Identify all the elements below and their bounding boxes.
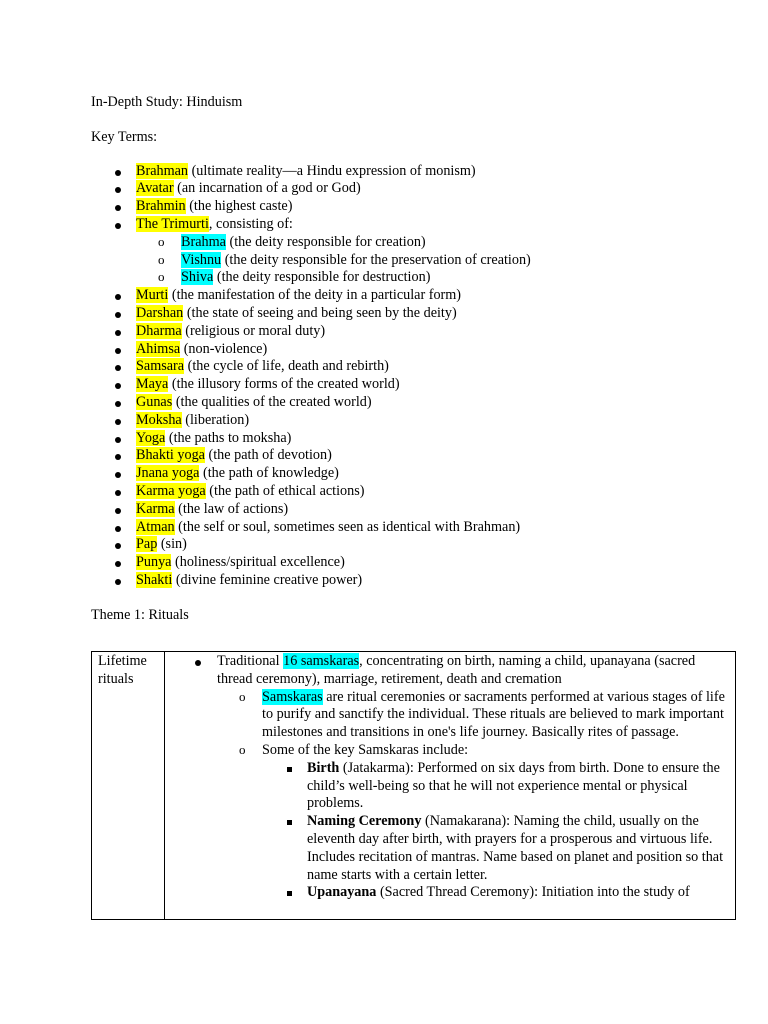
square-bullet-icon xyxy=(287,891,292,896)
term-description: (the law of actions) xyxy=(174,500,289,517)
samskara-text: (Sacred Thread Ceremony): Initiation into the study of xyxy=(376,884,690,901)
list-item xyxy=(91,554,736,572)
bullet-icon xyxy=(115,330,121,336)
samskara-name: Naming Ceremony xyxy=(307,813,422,830)
term-name: Shiva xyxy=(181,269,214,286)
list-item xyxy=(91,394,736,412)
bullet-icon xyxy=(115,508,121,514)
key-samskaras-intro: Some of the key Samskaras include: xyxy=(262,741,469,758)
key-samskaras-list xyxy=(262,760,729,902)
term-name: Brahma xyxy=(181,233,226,250)
term-description: (non-violence) xyxy=(180,340,268,357)
bullet-icon xyxy=(115,543,121,549)
bullet-icon xyxy=(115,170,121,176)
list-item xyxy=(91,163,736,181)
samskara-name: Upanayana xyxy=(307,884,377,901)
term-name: Jnana yoga xyxy=(136,465,200,482)
term-description: (the path of devotion) xyxy=(204,447,332,464)
bullet-icon xyxy=(115,561,121,567)
bullet-icon xyxy=(115,348,121,354)
list-item xyxy=(91,180,736,198)
row-label-cell xyxy=(92,652,165,920)
term-description: (the paths to moksha) xyxy=(165,429,292,446)
bullet-icon xyxy=(115,383,121,389)
bullet-icon xyxy=(115,294,121,300)
samskara-sublist xyxy=(217,689,729,903)
circle-bullet-icon: o xyxy=(158,233,165,249)
highlighted-term: Samskaras xyxy=(262,688,323,705)
list-item xyxy=(136,269,736,287)
document-title: In-Depth Study: Hinduism xyxy=(91,94,243,110)
table-row xyxy=(92,652,736,920)
list-item xyxy=(91,198,736,216)
square-bullet-icon xyxy=(287,767,292,772)
item-text: , concentrating on birth, naming a child, upanayana (sacred thread ceremony), marriage, retirement, death and cremation xyxy=(217,653,696,687)
term-name: The Trimurti xyxy=(136,215,209,232)
key-terms-heading: Key Terms: xyxy=(91,128,158,145)
term-description: (holiness/spiritual excellence) xyxy=(171,554,345,571)
document-page xyxy=(91,94,736,901)
list-item xyxy=(262,813,729,884)
square-bullet-icon xyxy=(287,820,292,825)
term-name: Samsara xyxy=(136,358,185,375)
definition-text: are ritual ceremonies or sacraments performed at various stages of life to purify and sanctify the individual. These rituals are believed to mark important milestones and transitions in one's life journey. Basically rites of passage. xyxy=(262,688,725,741)
bullet-icon xyxy=(115,365,121,371)
circle-bullet-icon: o xyxy=(158,251,165,267)
samskara-name: Birth xyxy=(307,759,340,776)
samskara-text: (Jatakarma): Performed on six days from birth. Done to ensure the child’s well-being so that he will not experience mental or physical problems. xyxy=(307,759,720,812)
circle-bullet-icon: o xyxy=(158,269,165,285)
rituals-table xyxy=(91,651,736,920)
list-item xyxy=(217,689,729,742)
list-item xyxy=(136,234,736,252)
term-description: , consisting of: xyxy=(208,215,293,232)
term-description: (the path of ethical actions) xyxy=(205,482,365,499)
term-name: Pap xyxy=(136,536,158,553)
circle-bullet-icon: o xyxy=(239,688,246,704)
bullet-icon xyxy=(115,472,121,478)
term-name: Karma xyxy=(136,500,175,517)
bullet-icon xyxy=(115,205,121,211)
list-item xyxy=(136,252,736,270)
term-description: (the deity responsible for creation) xyxy=(225,233,426,250)
term-description: (the self or soul, sometimes seen as identical with Brahman) xyxy=(174,518,521,535)
bullet-icon xyxy=(115,401,121,407)
term-description: (the deity responsible for destruction) xyxy=(213,269,431,286)
term-description: (religious or moral duty) xyxy=(181,322,326,339)
bullet-icon xyxy=(115,419,121,425)
term-name: Bhakti yoga xyxy=(136,447,205,464)
list-item xyxy=(91,287,736,305)
term-name: Moksha xyxy=(136,411,182,428)
row-label: Lifetime rituals xyxy=(98,653,147,687)
bullet-icon xyxy=(115,437,121,443)
list-item xyxy=(91,412,736,430)
key-terms-list xyxy=(91,163,736,590)
term-name: Ahimsa xyxy=(136,340,181,357)
bullet-icon xyxy=(115,579,121,585)
term-description: (the highest caste) xyxy=(185,198,293,215)
bullet-icon xyxy=(115,312,121,318)
samskara-list xyxy=(165,653,729,902)
list-item xyxy=(91,501,736,519)
term-name: Brahmin xyxy=(136,198,186,215)
term-name: Vishnu xyxy=(181,251,222,268)
list-item xyxy=(91,536,736,554)
bullet-icon xyxy=(115,187,121,193)
trimurti-list xyxy=(136,234,736,287)
term-name: Atman xyxy=(136,518,175,535)
term-name: Yoga xyxy=(136,429,166,446)
bullet-icon xyxy=(195,660,201,666)
theme-heading: Theme 1: Rituals xyxy=(91,606,189,623)
list-item xyxy=(91,519,736,537)
term-name: Shakti xyxy=(136,571,173,588)
term-description: (divine feminine creative power) xyxy=(172,571,363,588)
item-prefix: Traditional xyxy=(217,653,284,669)
term-description: (the state of seeing and being seen by the deity) xyxy=(183,304,457,321)
list-item xyxy=(91,323,736,341)
term-description: (liberation) xyxy=(181,411,250,428)
list-item xyxy=(91,483,736,501)
term-name: Darshan xyxy=(136,304,184,321)
bullet-icon xyxy=(115,526,121,532)
list-item xyxy=(91,430,736,448)
highlighted-term: 16 samskaras xyxy=(283,653,360,669)
term-description: (the deity responsible for the preservation of creation) xyxy=(221,251,531,268)
bullet-icon xyxy=(115,223,121,229)
term-description: (the cycle of life, death and rebirth) xyxy=(184,358,389,375)
list-item xyxy=(262,884,729,902)
term-name: Karma yoga xyxy=(136,482,206,499)
term-name: Murti xyxy=(136,287,169,304)
list-item xyxy=(91,572,736,590)
list-item xyxy=(91,447,736,465)
list-item xyxy=(165,653,729,902)
list-item xyxy=(262,760,729,813)
list-item xyxy=(91,358,736,376)
bullet-icon xyxy=(115,490,121,496)
list-item xyxy=(91,305,736,323)
term-name: Gunas xyxy=(136,393,173,410)
list-item xyxy=(91,376,736,394)
list-item xyxy=(91,465,736,483)
term-name: Punya xyxy=(136,554,172,571)
term-description: (the manifestation of the deity in a particular form) xyxy=(168,287,462,304)
term-name: Brahman xyxy=(136,162,189,179)
term-description: (the illusory forms of the created world) xyxy=(168,376,400,393)
term-name: Maya xyxy=(136,376,169,393)
list-item xyxy=(91,216,736,287)
samskara-text: (Namakarana): Naming the child, usually on the eleventh day after birth, with prayers for a prosperous and virtuous life. Includes recitation of mantras. Name based on planet and position so that name starts with a certain letter. xyxy=(307,813,724,883)
term-description: (sin) xyxy=(157,536,187,553)
term-name: Dharma xyxy=(136,322,182,339)
bullet-icon xyxy=(115,454,121,460)
list-item xyxy=(217,742,729,902)
term-name: Avatar xyxy=(136,180,174,197)
term-description: (the qualities of the created world) xyxy=(172,393,372,410)
list-item xyxy=(91,341,736,359)
term-description: (an incarnation of a god or God) xyxy=(173,180,361,197)
circle-bullet-icon: o xyxy=(239,741,246,757)
term-description: (ultimate reality—a Hindu expression of monism) xyxy=(188,162,476,179)
row-content-cell xyxy=(165,652,736,920)
term-description: (the path of knowledge) xyxy=(199,465,339,482)
